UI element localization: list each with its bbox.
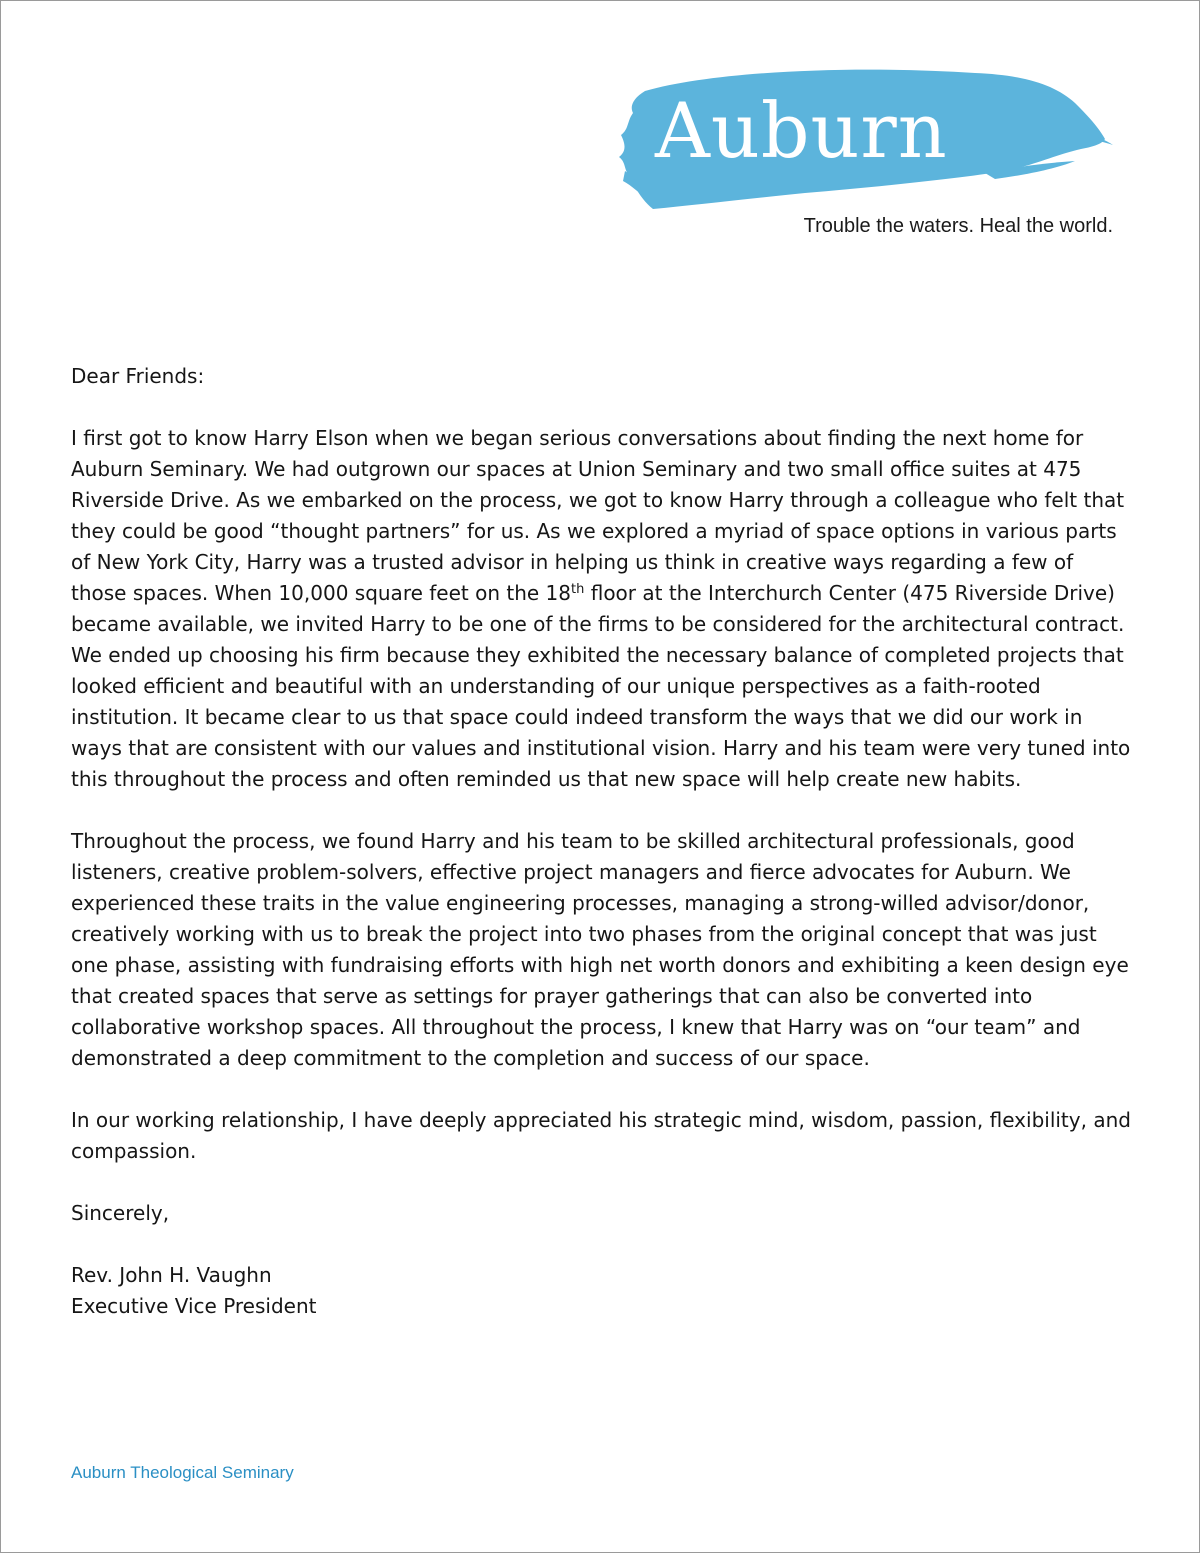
paragraph-1-part-a: I first got to know Harry Elson when we began serious conversations about finding the next home for Auburn Seminary. We had outgrown our spaces at Union Seminary and two small office suites at 475 Riverside Drive. As we embarked on the process, we got to know Harry through a colleague who felt that they could be good “thought partners” for us. As we explored a myriad of space options in various parts of New York City, Harry was a trusted advisor in helping us think in creative ways regarding a few of those spaces. When 10,000 square feet on the 18 [71,426,1125,605]
logo-wordmark: Auburn [655,86,948,175]
closing: Sincerely, [71,1201,170,1225]
logo-tagline: Trouble the waters. Heal the world. [803,215,1113,237]
footer-organization: Auburn Theological Seminary [71,1463,294,1482]
signer-name: Rev. John H. Vaughn [71,1263,272,1287]
ordinal-suffix: th [571,582,585,597]
paragraph-2: Throughout the process, we found Harry and his team to be skilled architectural professionals, good listeners, creative problem-solvers, effective project managers and fierce advocates for Auburn. We experienced these traits in the value engineering processes, managing a strong-willed advisor/donor, creatively working with us to break the project into two phases from the original concept that was just one phase, assisting with fundraising efforts with high net worth donors and exhibiting a keen design eye that created spaces that serve as settings for prayer gatherings that can also be converted into collaborative workshop spaces. All throughout the process, I knew that Harry was on “our team” and demonstrated a deep commitment to the completion and success of our space. [71,829,1129,1070]
auburn-logo [605,63,1113,237]
paragraph-1 [71,423,1131,795]
letter-body [71,361,1131,1322]
salutation: Dear Friends: [71,364,205,388]
paragraph-1-part-b: floor at the Interchurch Center (475 Riverside Drive) became available, we invited Harry to be one of the firms to be considered for the architectural contract. We ended up choosing his firm because they exhibited the necessary balance of completed projects that looked efficient and beautiful with an understanding of our unique perspectives as a faith-rooted institution. It became clear to us that space could indeed transform the ways that we did our work in ways that are consistent with our values and institutional vision. Harry and his team were very tuned into this throughout the process and often reminded us that new space will help create new habits. [71,581,1131,791]
signer-title: Executive Vice President [71,1294,317,1318]
paragraph-3: In our working relationship, I have deeply appreciated his strategic mind, wisdom, passion, flexibility, and compassion. [71,1108,1131,1163]
